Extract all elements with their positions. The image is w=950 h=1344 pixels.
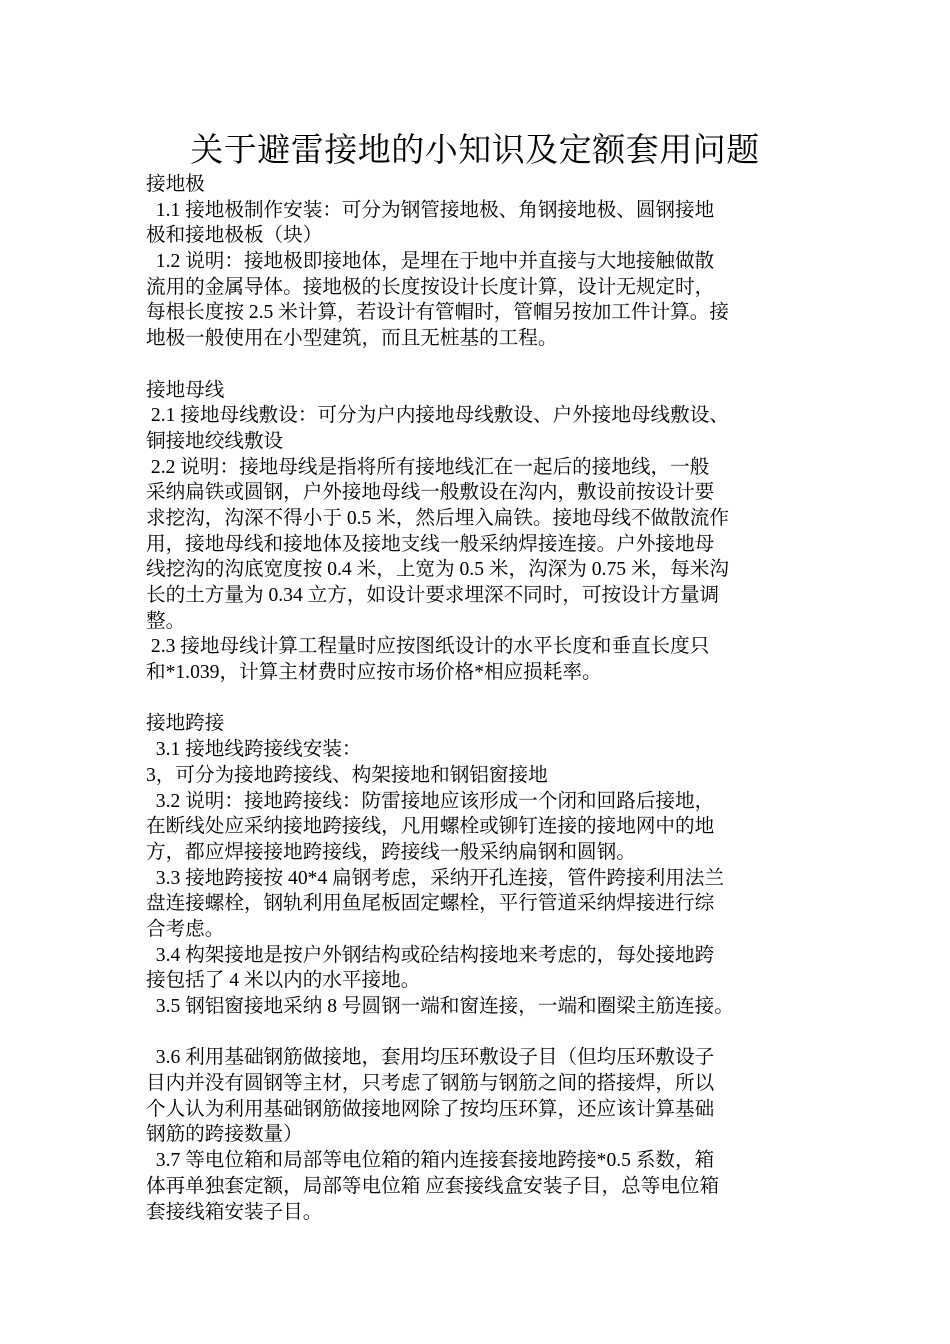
text-line: 方，都应焊接接地跨接线，跨接线一般采纳扁钢和圆钢。 — [146, 841, 636, 863]
text-line: 3.5 钢铝窗接地采纳 8 号圆钢一端和窗连接，一端和圈梁主筋连接。 — [146, 996, 734, 1017]
text-line: 在断线处应采纳接地跨接线，凡用螺栓或铆钉连接的接地网中的地 — [146, 816, 715, 838]
text-line: 每根长度按 2.5 米计算，若设计有管帽时，管帽另按加工件计算。接 — [146, 302, 729, 324]
text-line: 3.2 说明：接地跨接线：防雷接地应该形成一个闭和回路后接地， — [146, 790, 715, 812]
text-line: 接包括了 4 米以内的水平接地。 — [146, 970, 421, 992]
text-line: 用，接地母线和接地体及接地支线一般采纳焊接连接。户外接地母 — [146, 533, 715, 555]
text-line: 盘连接螺栓，钢轨利用鱼尾板固定螺栓，平行管道采纳焊接进行综 — [146, 893, 715, 915]
text-line: 体再单独套定额，局部等电位箱 应套接线盒安装子目，总等电位箱 — [146, 1175, 720, 1197]
text-line: 合考虑。 — [146, 918, 225, 940]
blank-line — [146, 686, 818, 712]
text-line: 套接线箱安装子目。 — [146, 1201, 323, 1223]
text-line: 3.1 接地线跨接线安装： — [146, 739, 362, 761]
text-line: 3.7 等电位箱和局部等电位箱的箱内连接套接地跨接*0.5 系数，箱 — [146, 1150, 715, 1172]
text-line: 极和接地极板（块） — [146, 225, 323, 247]
text-line: 1.1 接地极制作安装：可分为钢管接地极、角钢接地极、圆钢接地 — [146, 199, 715, 221]
text-line: 接地跨接 — [146, 713, 225, 735]
document-title: 关于避雷接地的小知识及定额套用问题 — [190, 130, 760, 169]
text-line: 采纳扁铁或圆钢，户外接地母线一般敷设在沟内，敷设前按设计要 — [146, 482, 715, 504]
text-line: 钢筋的跨接数量） — [146, 1124, 303, 1146]
text-line: 个人认为利用基础钢筋做接地网除了按均压环算，还应该计算基础 — [146, 1098, 715, 1120]
text-line: 3，可分为接地跨接线、构架接地和钢铝窗接地 — [146, 764, 548, 786]
text-line: 2.2 说明：接地母线是指将所有接地线汇在一起后的接地线，一般 — [146, 456, 710, 478]
text-line: 线挖沟的沟底宽度按 0.4 米，上宽为 0.5 米，沟深为 0.75 米，每米沟 — [146, 559, 729, 581]
text-line: 地极一般使用在小型建筑，而且无桩基的工程。 — [146, 328, 558, 350]
document-body — [146, 172, 818, 1225]
text-line: 铜接地绞线敷设 — [146, 430, 284, 452]
text-line: 和*1.039，计算主材费时应按市场价格*相应损耗率。 — [146, 662, 602, 684]
text-line: 长的土方量为 0.34 立方，如设计要求埋深不同时，可按设计方量调 — [146, 585, 720, 606]
text-line: 接地母线 — [146, 379, 225, 401]
blank-line — [146, 1020, 818, 1046]
text-line: 2.1 接地母线敷设：可分为户内接地母线敷设、户外接地母线敷设、 — [146, 405, 729, 427]
text-line: 1.2 说明：接地极即接地体，是埋在于地中并直接与大地接触做散 — [146, 251, 715, 273]
text-line: 求挖沟，沟深不得小于 0.5 米，然后埋入扁铁。接地母线不做散流作 — [146, 507, 729, 529]
text-line: 3.3 接地跨接按 40*4 扁钢考虑，采纳开孔连接，管件跨接利用法兰 — [146, 867, 725, 889]
text-line: 2.3 接地母线计算工程量时应按图纸设计的水平长度和垂直长度只 — [146, 636, 710, 658]
text-line: 目内并没有圆钢等主材，只考虑了钢筋与钢筋之间的搭接焊，所以 — [146, 1073, 715, 1095]
text-line: 整。 — [146, 610, 186, 632]
blank-line — [146, 352, 818, 378]
text-line: 3.4 构架接地是按户外钢结构或砼结构接地来考虑的，每处接地跨 — [146, 944, 715, 966]
text-line: 流用的金属导体。接地极的长度按设计长度计算，设计无规定时， — [146, 276, 715, 298]
text-line: 接地极 — [146, 174, 205, 195]
text-line: 3.6 利用基础钢筋做接地，套用均压环敷设子目（但均压环敷设子 — [146, 1047, 715, 1069]
